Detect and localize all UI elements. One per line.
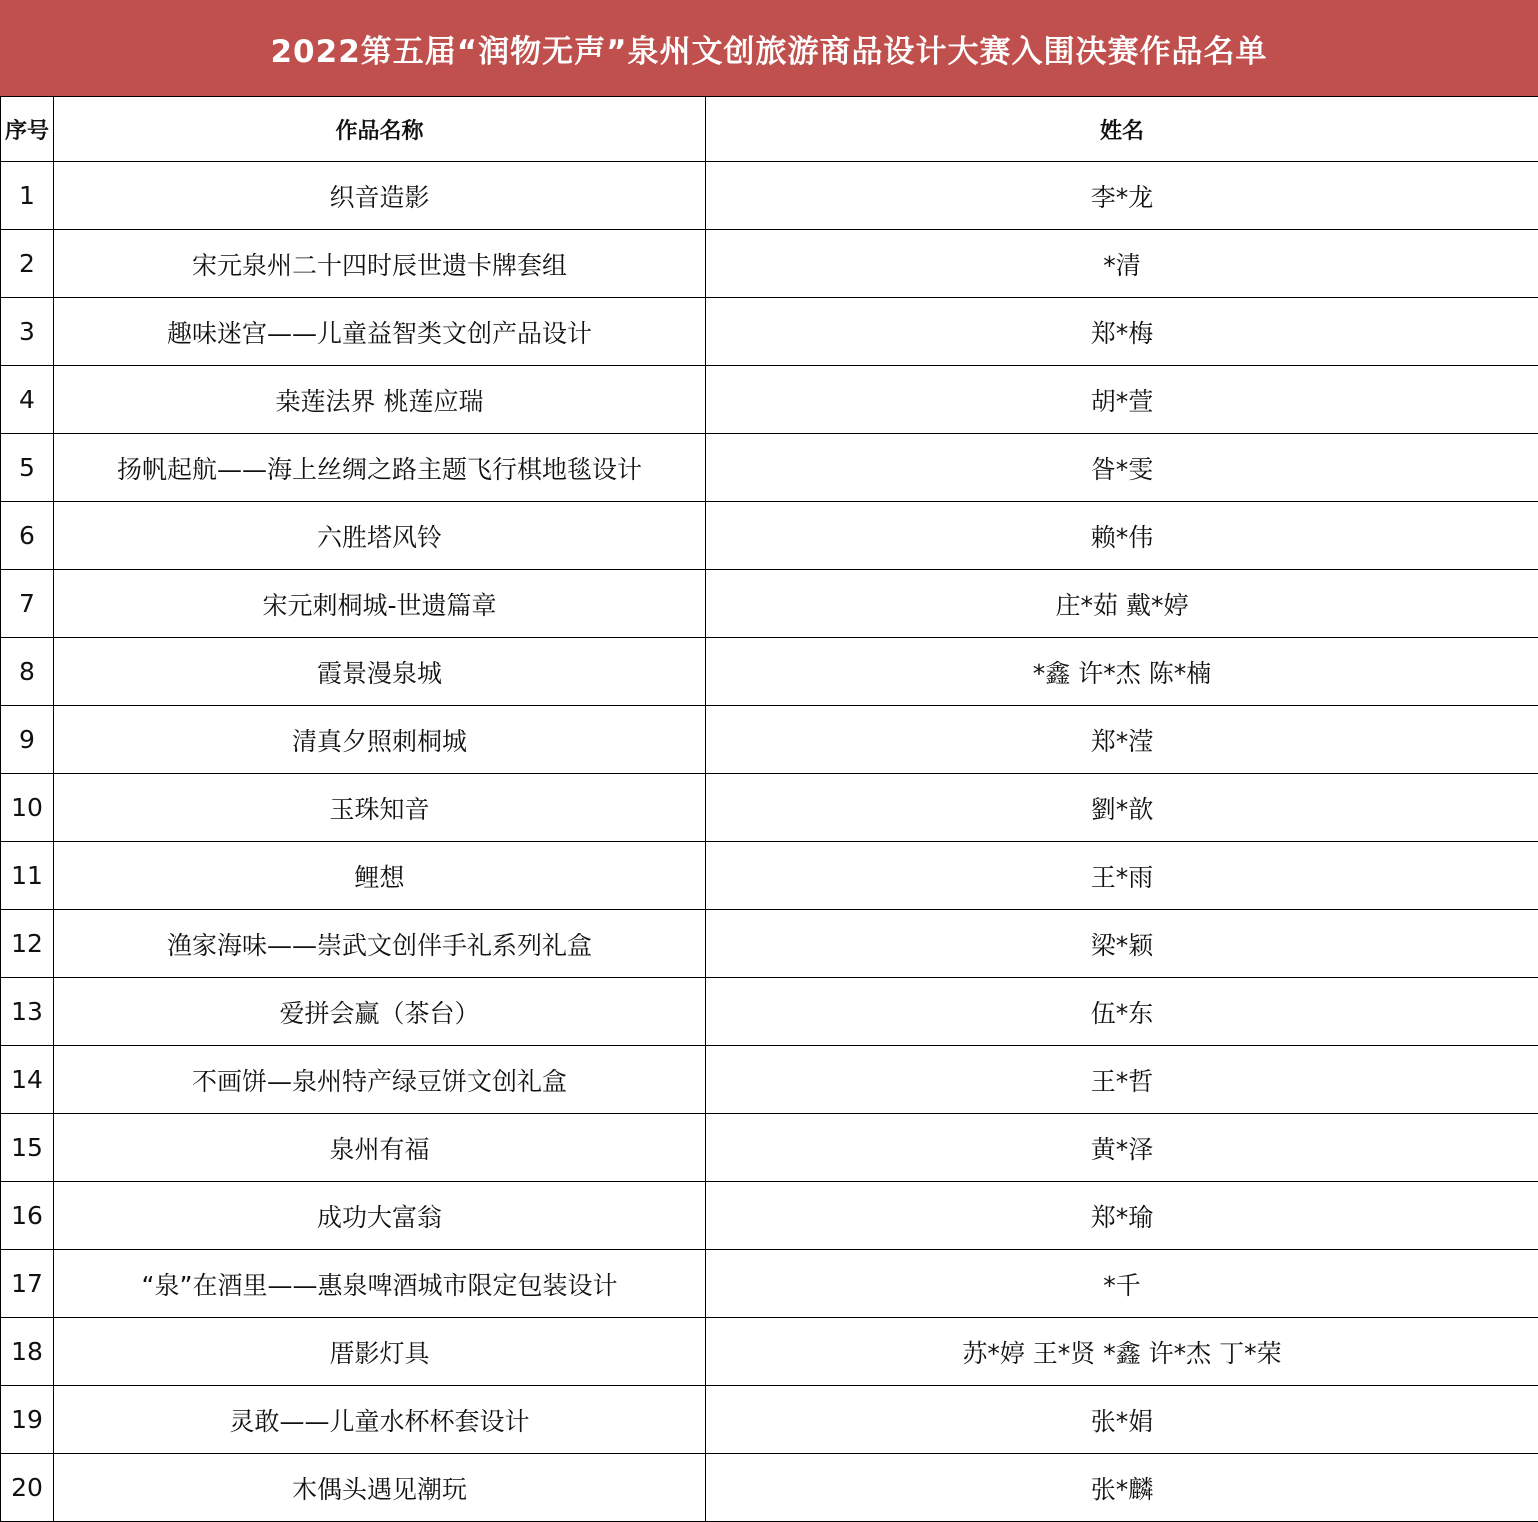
row-work: 宋元刺桐城-世遗篇章 <box>54 570 706 638</box>
row-index: 4 <box>1 366 54 434</box>
row-work: 织音造影 <box>54 162 706 230</box>
row-index: 20 <box>1 1454 54 1522</box>
header-index: 序号 <box>1 97 54 162</box>
row-index: 14 <box>1 1046 54 1114</box>
row-name: *鑫 许*杰 陈*楠 <box>706 638 1538 706</box>
table-row <box>1 366 1538 434</box>
row-name: *清 <box>706 230 1538 298</box>
row-work: 鲤想 <box>54 842 706 910</box>
row-work: 渔家海味——崇武文创伴手礼系列礼盒 <box>54 910 706 978</box>
row-name: 苏*婷 王*贤 *鑫 许*杰 丁*荣 <box>706 1318 1538 1386</box>
table-row <box>1 1182 1538 1250</box>
row-index: 1 <box>1 162 54 230</box>
row-work: 木偶头遇见潮玩 <box>54 1454 706 1522</box>
row-name: 王*雨 <box>706 842 1538 910</box>
row-name: 张*麟 <box>706 1454 1538 1522</box>
row-index: 2 <box>1 230 54 298</box>
row-name: 王*哲 <box>706 1046 1538 1114</box>
row-name: 劉*歆 <box>706 774 1538 842</box>
row-index: 18 <box>1 1318 54 1386</box>
row-work: 趣味迷宫——儿童益智类文创产品设计 <box>54 298 706 366</box>
document-title: 2022第五届“润物无声”泉州文创旅游商品设计大赛入围决赛作品名单 <box>0 0 1538 97</box>
table-row <box>1 774 1538 842</box>
row-index: 17 <box>1 1250 54 1318</box>
row-name: *千 <box>706 1250 1538 1318</box>
row-work: “泉”在酒里——惠泉啤酒城市限定包装设计 <box>54 1250 706 1318</box>
table-row <box>1 706 1538 774</box>
row-index: 11 <box>1 842 54 910</box>
table-row <box>1 842 1538 910</box>
row-name: 赖*伟 <box>706 502 1538 570</box>
table-row <box>1 1318 1538 1386</box>
row-work: 成功大富翁 <box>54 1182 706 1250</box>
row-index: 19 <box>1 1386 54 1454</box>
row-name: 郑*梅 <box>706 298 1538 366</box>
table-row <box>1 230 1538 298</box>
row-index: 16 <box>1 1182 54 1250</box>
table-row <box>1 434 1538 502</box>
row-work: 灵敢——儿童水杯杯套设计 <box>54 1386 706 1454</box>
row-work: 厝影灯具 <box>54 1318 706 1386</box>
row-name: 郑*滢 <box>706 706 1538 774</box>
table-row <box>1 910 1538 978</box>
table-row <box>1 162 1538 230</box>
table-row <box>1 1386 1538 1454</box>
row-index: 7 <box>1 570 54 638</box>
table-row <box>1 570 1538 638</box>
row-work: 六胜塔风铃 <box>54 502 706 570</box>
table-row <box>1 1454 1538 1522</box>
row-work: 霞景漫泉城 <box>54 638 706 706</box>
row-name: 伍*东 <box>706 978 1538 1046</box>
row-work: 清真夕照刺桐城 <box>54 706 706 774</box>
row-work: 泉州有福 <box>54 1114 706 1182</box>
row-name: 梁*颖 <box>706 910 1538 978</box>
row-index: 15 <box>1 1114 54 1182</box>
row-index: 10 <box>1 774 54 842</box>
table-row <box>1 1114 1538 1182</box>
header-name: 姓名 <box>706 97 1538 162</box>
row-work: 不画饼—泉州特产绿豆饼文创礼盒 <box>54 1046 706 1114</box>
row-name: 李*龙 <box>706 162 1538 230</box>
row-work: 爱拼会赢（茶台） <box>54 978 706 1046</box>
row-name: 张*娟 <box>706 1386 1538 1454</box>
row-name: 胡*萱 <box>706 366 1538 434</box>
row-index: 9 <box>1 706 54 774</box>
row-work: 桒莲法界 桃莲应瑞 <box>54 366 706 434</box>
table-header-row <box>1 97 1538 162</box>
table-row <box>1 298 1538 366</box>
row-work: 宋元泉州二十四时辰世遗卡牌套组 <box>54 230 706 298</box>
row-name: 昝*雯 <box>706 434 1538 502</box>
row-name: 郑*瑜 <box>706 1182 1538 1250</box>
row-index: 13 <box>1 978 54 1046</box>
row-work: 玉珠知音 <box>54 774 706 842</box>
finalist-table <box>0 96 1538 1522</box>
row-name: 黄*泽 <box>706 1114 1538 1182</box>
row-work: 扬帆起航——海上丝绸之路主题飞行棋地毯设计 <box>54 434 706 502</box>
table-row <box>1 638 1538 706</box>
row-index: 8 <box>1 638 54 706</box>
row-index: 12 <box>1 910 54 978</box>
row-index: 6 <box>1 502 54 570</box>
row-name: 庄*茹 戴*婷 <box>706 570 1538 638</box>
table-row <box>1 1046 1538 1114</box>
table-row <box>1 502 1538 570</box>
table-row <box>1 1250 1538 1318</box>
table-row <box>1 978 1538 1046</box>
row-index: 3 <box>1 298 54 366</box>
header-work: 作品名称 <box>54 97 706 162</box>
row-index: 5 <box>1 434 54 502</box>
